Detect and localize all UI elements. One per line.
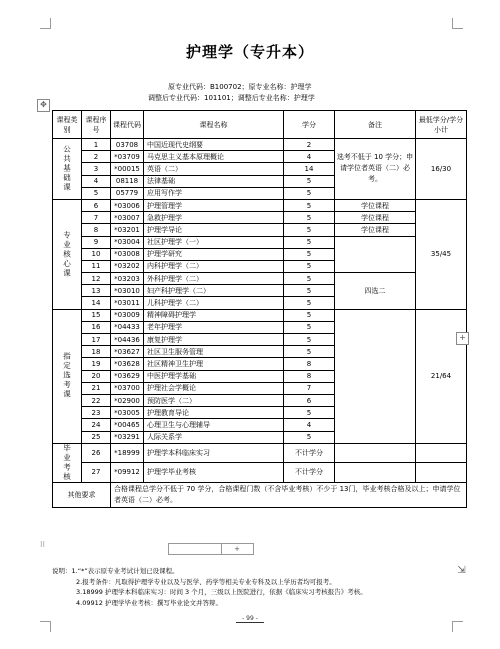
name-cell: 护理学毕业考核 [144, 463, 284, 483]
seq-cell: 25 [82, 431, 111, 443]
seq-cell: 4 [82, 175, 111, 187]
table-row [53, 236, 467, 248]
code-cell: *02900 [111, 394, 144, 406]
credit-cell: 5 [284, 346, 335, 358]
header-min-credit: 最低学分/学分小计 [416, 111, 467, 139]
major-code-line-2: 调整后专业代码：101101；调整后专业名称：护理学 [148, 94, 315, 102]
credit-cell: 5 [284, 431, 335, 443]
code-cell: *03709 [111, 151, 144, 163]
code-cell: *00015 [111, 163, 144, 175]
category-label: 指定选考课 [62, 352, 72, 400]
name-cell: 精神障碍护理学 [144, 309, 284, 321]
name-cell: 社区精神卫生护理 [144, 358, 284, 370]
seq-cell: 1 [82, 139, 111, 151]
name-cell: 人际关系学 [144, 431, 284, 443]
credit-cell: 4 [284, 419, 335, 431]
name-cell: 妇产科护理学（二） [144, 285, 284, 297]
category-cell [53, 309, 82, 443]
credit-cell: 5 [284, 187, 335, 199]
credit-cell: 2 [284, 139, 335, 151]
code-cell: *03291 [111, 431, 144, 443]
code-cell: *03008 [111, 248, 144, 260]
seq-cell: 18 [82, 346, 111, 358]
corner-mark-top-right [452, 18, 463, 29]
credit-cell: 5 [284, 224, 335, 236]
credit-cell: 5 [284, 309, 335, 321]
code-cell: *03007 [111, 212, 144, 224]
credit-cell: 5 [284, 297, 335, 309]
page-title: 护理学（专升本） [185, 43, 314, 61]
add-row-icon[interactable]: + [221, 544, 252, 554]
note-cell [335, 309, 416, 443]
note-line-3: 3.18999 护理学本科临床实习：时间 3 个月，三级以上医院进行，依据《临床实习考核报告》考核。 [76, 588, 367, 596]
name-cell: 内科护理学（二） [144, 260, 284, 272]
code-cell: *03628 [111, 358, 144, 370]
seq-cell: 16 [82, 321, 111, 333]
credit-cell: 5 [284, 248, 335, 260]
name-cell: 外科护理学（二） [144, 273, 284, 285]
note-cell: 学位课程 [335, 199, 416, 211]
note-cell: 学位课程 [335, 224, 416, 236]
header-category: 课程类别 [53, 111, 82, 139]
seq-cell: 15 [82, 309, 111, 321]
seq-cell: 8 [82, 224, 111, 236]
curriculum-table [52, 110, 467, 508]
table-body [53, 139, 467, 483]
min-credit-cell: 16/30 [416, 139, 467, 200]
code-cell: *03006 [111, 199, 144, 211]
credit-cell: 5 [284, 199, 335, 211]
credit-cell: 5 [284, 407, 335, 419]
seq-cell: 6 [82, 199, 111, 211]
code-cell: *04436 [111, 334, 144, 346]
code-cell: *09912 [111, 463, 144, 483]
name-cell: 急救护理学 [144, 212, 284, 224]
note-line-4: 4.09912 护理学毕业考核：撰写毕业论文并答辩。 [76, 598, 222, 607]
note-cell [335, 236, 416, 273]
code-cell: 03708 [111, 139, 144, 151]
seq-cell: 2 [82, 151, 111, 163]
note-cell: 学位课程 [335, 212, 416, 224]
credit-cell: 7 [284, 382, 335, 394]
code-cell: 05779 [111, 187, 144, 199]
seq-cell: 23 [82, 407, 111, 419]
min-credit-cell [416, 443, 467, 463]
credit-cell: 5 [284, 334, 335, 346]
note-public: 选考不低于 10 学分；申请学位者英语（二）必考。 [335, 139, 416, 200]
credit-cell: 不计学分 [284, 443, 335, 463]
name-cell: 护理学导论 [144, 224, 284, 236]
name-cell: 中国近现代史纲要 [144, 139, 284, 151]
name-cell: 社区护理学（一） [144, 236, 284, 248]
row-anchor-icon[interactable]: ⁝⁝ [37, 540, 48, 551]
code-cell: *00465 [111, 419, 144, 431]
code-cell: *03203 [111, 273, 144, 285]
name-cell: 护理教育导论 [144, 407, 284, 419]
seq-cell: 21 [82, 382, 111, 394]
page-number: - 99 - [0, 615, 500, 622]
code-cell: *03627 [111, 346, 144, 358]
min-credit-cell: 35/45 [416, 199, 467, 309]
code-cell: *03004 [111, 236, 144, 248]
table-row [53, 139, 467, 151]
category-label: 公共基础课 [62, 145, 72, 193]
name-cell: 心理卫生与心理辅导 [144, 419, 284, 431]
seq-cell: 12 [82, 273, 111, 285]
credit-cell: 5 [284, 321, 335, 333]
seq-cell: 5 [82, 187, 111, 199]
header-code: 课程代码 [111, 111, 144, 139]
name-cell: 社区卫生服务管理 [144, 346, 284, 358]
credit-cell: 8 [284, 370, 335, 382]
name-cell: 老年护理学 [144, 321, 284, 333]
category-cell [53, 199, 82, 309]
note-line-2: 2.报考条件：凡取得护理学专业以及与医学、药学等相关专业专科及以上学历者均可报考。 [76, 577, 336, 586]
seq-cell: 13 [82, 285, 111, 297]
seq-cell: 24 [82, 419, 111, 431]
name-cell: 护理社会学概论 [144, 382, 284, 394]
name-cell: 康复护理学 [144, 334, 284, 346]
header-note: 备注 [335, 111, 416, 139]
seq-cell: 19 [82, 358, 111, 370]
code-cell: *03011 [111, 297, 144, 309]
corner-mark-bottom-left [40, 621, 51, 632]
code-cell: *03700 [111, 382, 144, 394]
credit-cell: 5 [284, 236, 335, 248]
seq-cell: 11 [82, 260, 111, 272]
notes-section [52, 566, 472, 608]
credit-cell: 5 [284, 285, 335, 297]
note-line-1: 说明：1.“*”表示原专业考试计划已设课程。 [52, 567, 179, 575]
name-cell: 法律基础 [144, 175, 284, 187]
seq-cell: 9 [82, 236, 111, 248]
seq-cell: 22 [82, 394, 111, 406]
table-row [53, 463, 467, 483]
seq-cell: 3 [82, 163, 111, 175]
credit-cell: 4 [284, 151, 335, 163]
table-row [53, 443, 467, 463]
seq-cell: 26 [82, 443, 111, 463]
name-cell: 儿科护理学（二） [144, 297, 284, 309]
add-column-icon[interactable]: + [456, 332, 469, 345]
table-move-handle-icon[interactable]: ✥ [37, 99, 50, 112]
code-cell: *03629 [111, 370, 144, 382]
table-row [53, 199, 467, 211]
name-cell: 护理管理学 [144, 199, 284, 211]
table-row [53, 309, 467, 321]
other-requirements-text: 合格课程总学分不低于 70 学分，合格课程门数（不含毕业考核）不少于 13门，毕业考核合格及以上；申请学位者英语（二）必考。 [111, 482, 467, 507]
seq-cell: 14 [82, 297, 111, 309]
name-cell: 护理学研究 [144, 248, 284, 260]
code-cell: *03202 [111, 260, 144, 272]
name-cell: 预防医学（二） [144, 394, 284, 406]
name-cell: 中医护理学基础 [144, 370, 284, 382]
credit-cell: 5 [284, 212, 335, 224]
header-credit: 学分 [284, 111, 335, 139]
code-cell: *04433 [111, 321, 144, 333]
credit-cell: 5 [284, 175, 335, 187]
table-row [53, 273, 467, 285]
seq-cell: 7 [82, 212, 111, 224]
category-cell [53, 139, 82, 200]
major-code-line-1: 原专业代码：B100702；原专业名称：护理学 [168, 83, 312, 91]
code-cell: *03201 [111, 224, 144, 236]
credit-cell: 6 [284, 394, 335, 406]
note-cell [335, 463, 416, 483]
table-row [53, 224, 467, 236]
table-row [53, 212, 467, 224]
credit-cell: 5 [284, 273, 335, 285]
category-cell [53, 443, 82, 482]
seq-cell: 27 [82, 463, 111, 483]
other-requirements-label: 其他要求 [53, 482, 111, 507]
name-cell: 应用写作学 [144, 187, 284, 199]
name-cell: 马克思主义基本原理概论 [144, 151, 284, 163]
code-cell: *18999 [111, 443, 144, 463]
credit-cell: 不计学分 [284, 463, 335, 483]
code-cell: 08118 [111, 175, 144, 187]
corner-mark-bottom-right [452, 621, 463, 632]
note-core-select: 四选二 [335, 273, 416, 310]
credit-cell: 8 [284, 358, 335, 370]
seq-cell: 10 [82, 248, 111, 260]
code-cell: *03005 [111, 407, 144, 419]
resize-handle-icon[interactable]: ⇲ [457, 565, 466, 576]
name-cell: 英语（二） [144, 163, 284, 175]
credit-cell: 14 [284, 163, 335, 175]
credit-cell: 5 [284, 260, 335, 272]
category-label: 毕业考核 [62, 443, 72, 482]
code-cell: *03009 [111, 309, 144, 321]
header-seq: 课程序号 [82, 111, 111, 139]
seq-cell: 20 [82, 370, 111, 382]
corner-mark-top-left [40, 18, 51, 29]
category-label: 专业核心课 [62, 230, 72, 279]
row-resize-toolbar[interactable] [168, 543, 254, 555]
name-cell: 护理学本科临床实习 [144, 443, 284, 463]
min-credit-cell: 21/64 [416, 309, 467, 443]
seq-cell: 17 [82, 334, 111, 346]
note-cell [335, 443, 416, 463]
code-cell: *03010 [111, 285, 144, 297]
min-credit-cell [416, 463, 467, 483]
header-name: 课程名称 [144, 111, 284, 139]
